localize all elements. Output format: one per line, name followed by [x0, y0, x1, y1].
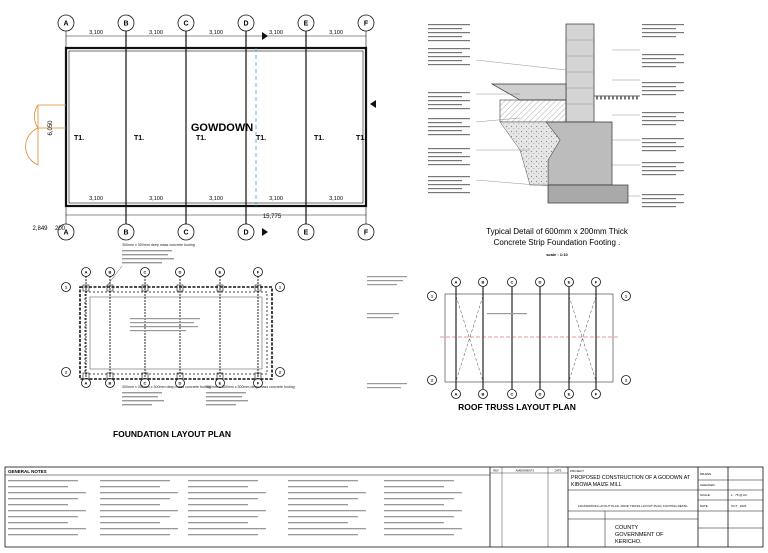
svg-text:2: 2	[624, 377, 628, 383]
foundation-note-bottom-right: 300mm x 300mm x 300mm deep mass concrete footing	[206, 385, 295, 389]
fnd-row-2-right	[276, 368, 285, 377]
rev-header: REV	[493, 469, 499, 473]
roof-bubble-top-e	[565, 278, 574, 287]
svg-text:F: F	[594, 279, 598, 285]
fnd-row-1-right	[276, 283, 285, 292]
svg-text:F: F	[256, 269, 260, 275]
project-line2: KIBOWA MAIZE MILL	[571, 482, 622, 488]
grid-bubble-top-a	[58, 15, 74, 31]
svg-text:B: B	[481, 391, 485, 397]
date-header: DATE	[554, 469, 562, 473]
detail-scale: scale : 1:10	[546, 252, 568, 257]
truss-label: T1.	[256, 135, 267, 142]
svg-text:F: F	[363, 229, 369, 237]
amendments-header: AMENDMENTS	[515, 469, 535, 473]
detail-title-line2: Concrete Strip Foundation Footing .	[493, 238, 621, 247]
date-value: OCT , 2024	[731, 504, 747, 508]
svg-text:D: D	[243, 20, 249, 28]
grid-bubble-bottom-b	[118, 224, 134, 240]
roof-bubble-bottom-a	[452, 390, 461, 399]
svg-text:A: A	[454, 279, 458, 285]
svg-text:A: A	[63, 20, 69, 28]
side-dimension: 6,050	[48, 120, 54, 136]
svg-text:B: B	[108, 380, 112, 386]
svg-text:2: 2	[64, 369, 68, 375]
roof-row-2	[428, 376, 437, 385]
dim-bottom: 3,100	[89, 196, 103, 202]
dim-top: 3,100	[329, 30, 343, 36]
general-notes-title: GENERAL NOTES	[8, 469, 47, 474]
roof-bubble-bottom-d	[536, 390, 545, 399]
roof-bubble-bottom-c	[508, 390, 517, 399]
svg-text:D: D	[538, 391, 542, 397]
dim-top: 3,100	[149, 30, 163, 36]
svg-text:A: A	[63, 229, 69, 237]
dim-bottom: 3,100	[269, 196, 283, 202]
grid-bubble-top-b	[118, 15, 134, 31]
grid-bubble-top-e	[298, 15, 314, 31]
svg-text:E: E	[218, 269, 222, 275]
grid-bubble-bottom-f	[358, 224, 374, 240]
room-label: GOWDOWN	[190, 122, 254, 134]
overall-dimension: 15,775	[262, 214, 282, 220]
svg-text:C: C	[143, 380, 147, 386]
date-label: DATE	[700, 504, 708, 508]
truss-label: T1.	[74, 135, 85, 142]
svg-text:C: C	[510, 279, 514, 285]
grid-bubble-top-c	[178, 15, 194, 31]
detail-title-line1: Typical Detail of 600mm x 200mm Thick	[486, 227, 628, 236]
dim-top: 3,100	[269, 30, 283, 36]
fnd-row-2	[62, 368, 71, 377]
svg-text:1: 1	[64, 284, 68, 290]
svg-text:A: A	[454, 391, 458, 397]
roof-bubble-top-a	[452, 278, 461, 287]
foundation-note-top: 300mm x 300mm deep mass concrete footing	[122, 243, 195, 247]
fnd-bubble-top-d	[176, 268, 185, 277]
client-line3: KERICHO.	[615, 539, 642, 545]
foundation-title: FOUNDATION LAYOUT PLAN	[112, 429, 232, 439]
fnd-bubble-bottom-b	[106, 379, 115, 388]
svg-text:C: C	[183, 20, 189, 28]
roof-row-1	[428, 292, 437, 301]
fnd-bubble-top-f	[254, 268, 263, 277]
svg-text:A: A	[84, 269, 88, 275]
svg-text:1: 1	[430, 293, 434, 299]
dim-top: 3,100	[89, 30, 103, 36]
checked-label: CHECKED	[700, 483, 715, 487]
grid-bubble-bottom-d	[238, 224, 254, 240]
roof-bubble-bottom-b	[479, 390, 488, 399]
roof-title: ROOF TRUSS LAYOUT PLAN	[458, 402, 576, 412]
svg-text:C: C	[510, 391, 514, 397]
svg-text:A: A	[84, 380, 88, 386]
svg-text:2: 2	[430, 377, 434, 383]
roof-row-2-right	[622, 376, 631, 385]
project-line1: PROPOSED CONSTRUCTION OF A GODOWN AT	[571, 475, 690, 481]
roof-bubble-top-d	[536, 278, 545, 287]
roof-bubble-bottom-e	[565, 390, 574, 399]
roof-bubble-top-f	[592, 278, 601, 287]
svg-text:E: E	[218, 380, 222, 386]
svg-text:B: B	[108, 269, 112, 275]
project-label: PROJECT	[570, 469, 585, 473]
scale-value: 1 : 75 @ A3	[731, 493, 747, 497]
svg-text:2: 2	[278, 369, 282, 375]
grid-bubble-bottom-c	[178, 224, 194, 240]
fnd-bubble-bottom-a	[82, 379, 91, 388]
svg-text:D: D	[538, 279, 542, 285]
drawing-title: FOUNDATION LAYOUT PLAN, ROOF TRUSS LAYOUT PLAN, FOOTING DETAIL	[578, 504, 688, 508]
roof-bubble-bottom-f	[592, 390, 601, 399]
svg-text:E: E	[567, 391, 571, 397]
scale-label: SCALE	[700, 493, 710, 497]
drawn-label: DRAWN	[700, 472, 712, 476]
truss-label: T1.	[356, 135, 367, 142]
left-dimension: 2,849	[32, 226, 48, 232]
client-line2: GOVERNMENT OF	[615, 532, 664, 538]
svg-text:E: E	[303, 229, 309, 237]
svg-text:B: B	[123, 229, 129, 237]
svg-text:1: 1	[278, 284, 282, 290]
svg-text:C: C	[183, 229, 189, 237]
roof-row-1-right	[622, 292, 631, 301]
client-line1: COUNTY	[615, 525, 639, 531]
truss-label: T1.	[134, 135, 145, 142]
fnd-bubble-top-e	[216, 268, 225, 277]
dim-bottom: 3,100	[209, 196, 223, 202]
left-dimension-2: 200	[54, 226, 66, 232]
svg-text:B: B	[123, 20, 129, 28]
grid-bubble-top-d	[238, 15, 254, 31]
grid-bubble-top-f	[358, 15, 374, 31]
svg-text:C: C	[143, 269, 147, 275]
svg-text:B: B	[481, 279, 485, 285]
fnd-row-1	[62, 283, 71, 292]
svg-text:D: D	[243, 229, 249, 237]
fnd-bubble-top-a	[82, 268, 91, 277]
truss-label: T1.	[314, 135, 325, 142]
truss-label: T1.	[196, 135, 207, 142]
dim-bottom: 3,100	[329, 196, 343, 202]
svg-text:E: E	[303, 20, 309, 28]
dim-bottom: 3,100	[149, 196, 163, 202]
foundation-note-bottom-left: 300mm x 300mm x 300mm deep mass concrete footing	[122, 385, 211, 389]
svg-text:F: F	[256, 380, 260, 386]
fnd-bubble-top-b	[106, 268, 115, 277]
fnd-bubble-top-c	[141, 268, 150, 277]
grid-bubble-bottom-e	[298, 224, 314, 240]
svg-text:D: D	[178, 269, 182, 275]
roof-bubble-top-b	[479, 278, 488, 287]
svg-text:F: F	[594, 391, 598, 397]
svg-text:D: D	[178, 380, 182, 386]
roof-bubble-top-c	[508, 278, 517, 287]
svg-text:1: 1	[624, 293, 628, 299]
svg-text:F: F	[363, 20, 369, 28]
svg-text:E: E	[567, 279, 571, 285]
dim-top: 3,100	[209, 30, 223, 36]
